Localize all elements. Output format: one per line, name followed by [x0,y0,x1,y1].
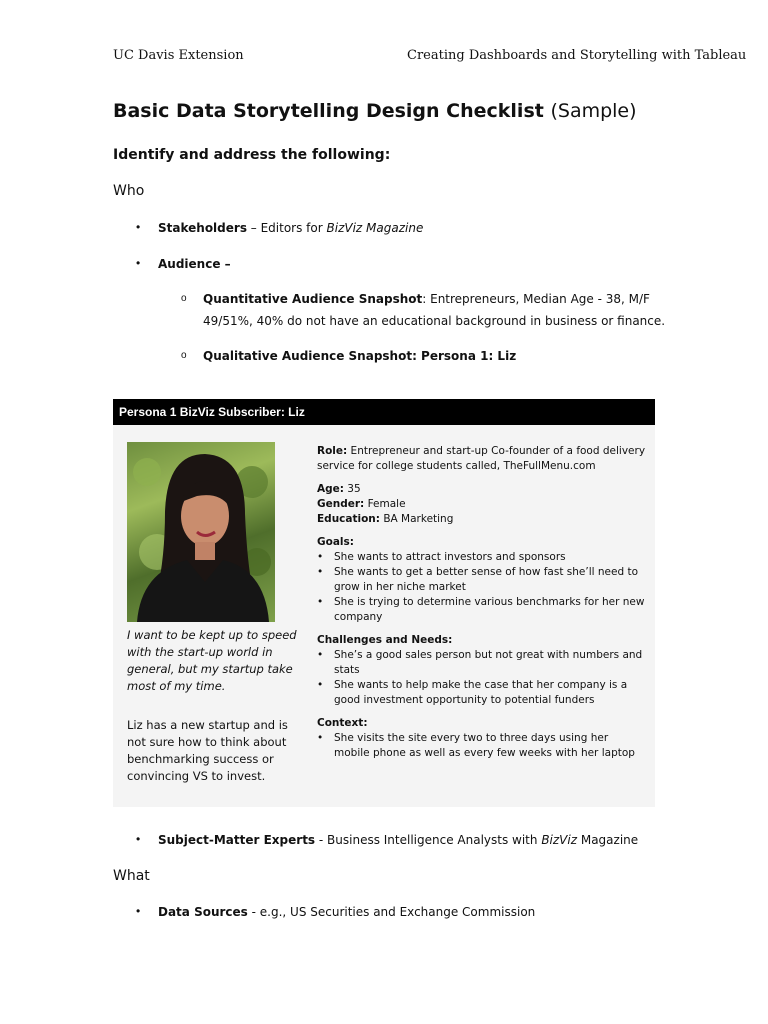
what-heading: What [113,868,150,884]
persona-photo [127,442,275,622]
quantitative-label: Quantitative Audience Snapshot [203,292,423,306]
context-label: Context: [317,717,368,729]
persona-age [317,482,647,497]
sme-italic: BizViz [541,833,578,847]
persona-role [317,444,647,474]
education-text: BA Marketing [379,513,454,525]
who-heading: Who [113,183,145,199]
sme-text1: - Business Intelligence Analysts with [315,833,542,847]
qualitative-label: Qualitative Audience Snapshot: Persona 1: Liz [203,349,517,363]
bullet-icon: • [136,904,141,918]
intro-heading: Identify and address the following: [113,147,391,163]
stakeholders-label: Stakeholders [158,221,247,235]
challenges-list [317,648,647,708]
bullet-icon: • [317,566,324,578]
sme-item [158,833,638,847]
bullet-icon: • [317,596,324,608]
persona-title-bar: Persona 1 BizViz Subscriber: Liz [113,399,655,425]
qualitative-item [203,349,516,363]
persona-portrait-icon [127,442,275,622]
title-main: Basic Data Storytelling Design Checklist [113,100,544,122]
list-item: • She’s a good sales person but not great with numbers and stats [317,649,643,676]
circle-bullet-icon: o [181,350,187,361]
persona-education [317,512,647,527]
role-label: Role: [317,445,348,457]
data-sources-text: - e.g., US Securities and Exchange Commission [247,905,536,919]
challenges-label: Challenges and Needs: [317,634,453,646]
list-item: • She wants to help make the case that her company is a good investment opportunity to potential funders [317,679,628,706]
data-sources-item [158,905,535,919]
title-paren: (Sample) [550,100,637,122]
bullet-icon: • [317,679,324,691]
list-item: • She wants to get a better sense of how fast she’ll need to grow in her niche market [317,566,639,593]
persona-description: Liz has a new startup and is not sure how to think about benchmarking success or convincing VS to invest. [127,718,288,783]
quantitative-text2: 49/51%, 40% do not have an educational background in business or finance. [203,314,666,328]
gender-text: Female [364,498,406,510]
data-sources-label: Data Sources [158,905,248,919]
goals-label: Goals: [317,536,354,548]
role-text: Entrepreneur and start-up Co-founder of a food delivery service for college students called, TheFullMenu.com [317,445,646,472]
stakeholders-dash: – Editors for [246,221,327,235]
age-label: Age: [317,483,344,495]
header-right: Creating Dashboards and Storytelling with Tableau [407,48,747,63]
page-title [113,100,637,122]
education-label: Education: [317,513,380,525]
quantitative-item [203,292,650,306]
bullet-icon: • [136,220,141,234]
persona-quote: I want to be kept up to speed with the start-up world in general, but my startup take most of my time. [127,628,297,693]
persona-gender [317,497,647,512]
goals-list [317,550,647,625]
gender-label: Gender: [317,498,365,510]
list-item: • She visits the site every two to three days using her mobile phone as well as every few weeks with her laptop [317,732,635,759]
audience-label: Audience – [158,257,231,271]
bullet-icon: • [136,256,141,270]
stakeholders-item [158,221,423,235]
audience-item [158,257,231,271]
bullet-icon: • [317,649,324,661]
persona-details [317,444,647,761]
age-text: 35 [343,483,361,495]
sme-label: Subject-Matter Experts [158,833,316,847]
bullet-icon: • [136,832,141,846]
bullet-icon: • [317,551,324,563]
header-left: UC Davis Extension [113,48,244,63]
list-item: • She wants to attract investors and sponsors [317,551,566,563]
sme-text2: Magazine [577,833,639,847]
bullet-icon: • [317,732,324,744]
quantitative-text1: : Entrepreneurs, Median Age - 38, M/F [422,292,650,306]
stakeholders-magazine: BizViz Magazine [326,221,424,235]
list-item: • She is trying to determine various benchmarks for her new company [317,596,645,623]
context-list [317,731,647,761]
circle-bullet-icon: o [181,293,187,304]
